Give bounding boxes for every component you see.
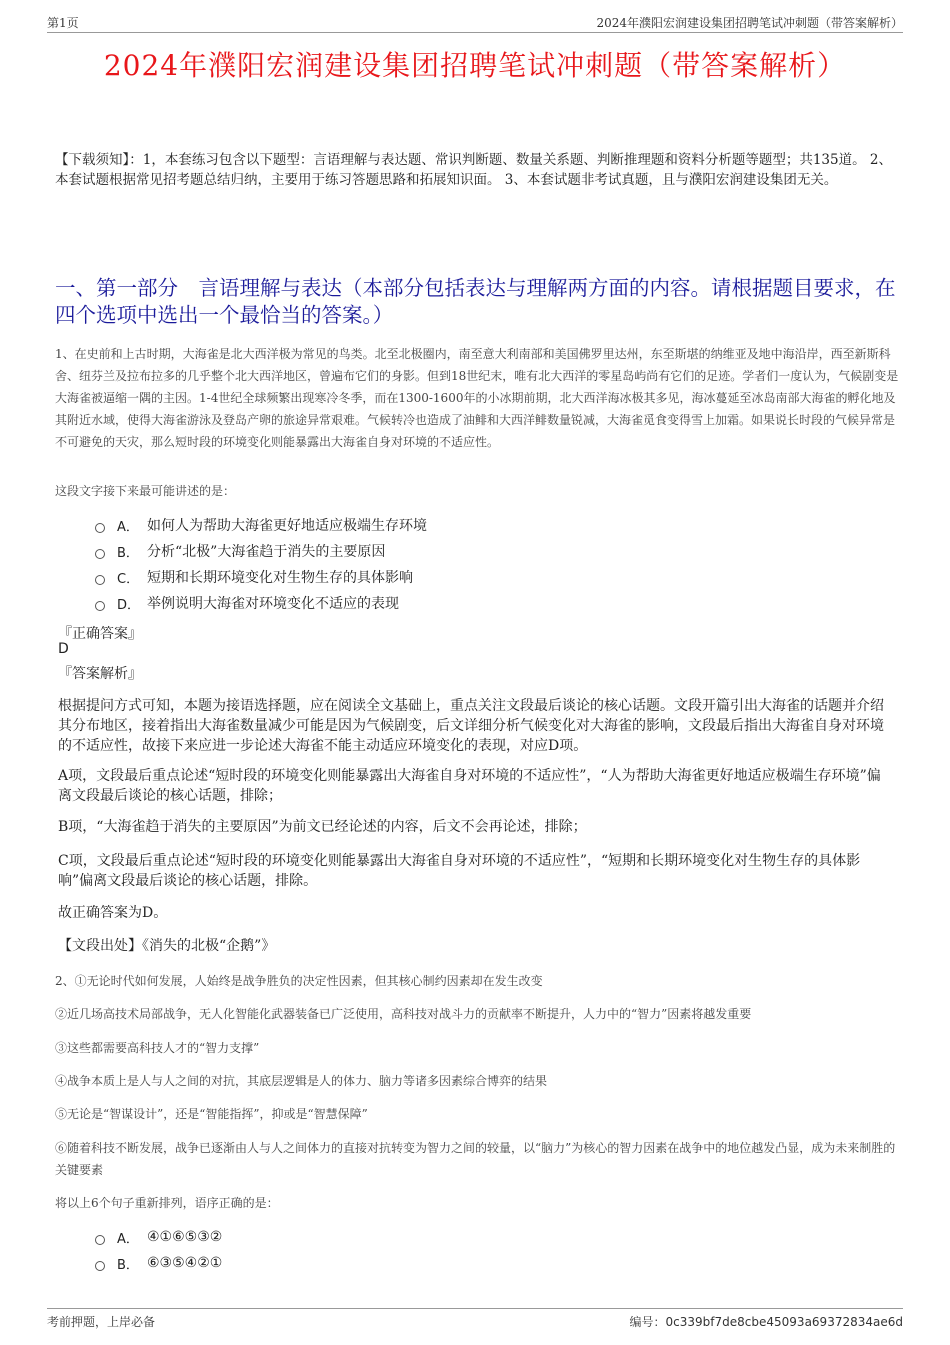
- analysis-paragraph: A项，文段最后重点论述“短时段的环境变化则能暴露出大海雀自身对环境的不适应性”，“人为帮助大海雀更好地适应极端生存环境”偏离文段最后谈论的核心话题，排除；: [58, 768, 881, 804]
- option-letter: B．: [117, 545, 139, 561]
- footer-slogan: 考前押题，上岸必备: [47, 1315, 156, 1329]
- page-title: 2024年濮阳宏润建设集团招聘笔试冲刺题（带答案解析）: [103, 49, 847, 82]
- analysis-paragraph: B项，“大海雀趋于消失的主要原因”为前文已经论述的内容，后文不会再论述，排除；: [58, 819, 587, 835]
- document-id: 编号：0c339bf7de8cbe45093a69372834ae6d: [629, 1315, 903, 1329]
- section-heading: 一、第一部分 言语理解与表达（本部分包括表达与理解两方面的内容。请根据题目要求，在四个选项中选出一个最恰当的答案。）: [55, 276, 896, 327]
- radio-icon[interactable]: [95, 1261, 105, 1271]
- radio-icon[interactable]: [95, 549, 105, 559]
- question-2-sentence: ⑥随着科技不断发展，战争已逐渐由人与人之间体力的直接对抗转变为智力之间的较量，以“脑力”为核心的智力因素在战争中的地位越发凸显，成为未来制胜的关键要素: [55, 1141, 896, 1177]
- option-letter: C．: [117, 571, 140, 587]
- correct-answer-label: 『正确答案』: [58, 626, 142, 642]
- analysis-paragraph: 根据提问方式可知，本题为接语选择题，应在阅读全文基础上，重点关注文段最后谈论的核心话题。文段开篇引出大海雀的话题并介绍其分布地区，接着指出大海雀数量减少可能是因为气候剧变，后文详细分析气候变化对大海雀的影响，文段最后指出大海雀自身对环境的不适应性，故接下来应进一步论述大海雀不能主动适应环境变化的表现，对应D项。: [58, 698, 884, 754]
- option-letter: A．: [117, 1231, 139, 1247]
- analysis-paragraph: 故正确答案为D。: [58, 905, 168, 921]
- option-text: ⑥③⑤④②①: [147, 1255, 223, 1271]
- option-text: ④①⑥⑤③②: [147, 1229, 223, 1245]
- page-number: 第1页: [47, 16, 79, 30]
- option-text: 如何人为帮助大海雀更好地适应极端生存环境: [147, 518, 427, 534]
- option-b[interactable]: [95, 538, 427, 564]
- question-2-prompt: 将以上6个句子重新排列，语序正确的是：: [55, 1196, 279, 1210]
- option-d[interactable]: [95, 590, 427, 616]
- option-letter: D．: [117, 597, 141, 613]
- question-2-options: [95, 1224, 222, 1276]
- option-b[interactable]: [95, 1250, 222, 1276]
- option-a[interactable]: [95, 512, 427, 538]
- radio-icon[interactable]: [95, 1235, 105, 1245]
- question-1-prompt: 这段文字接下来最可能讲述的是：: [55, 484, 236, 498]
- option-a[interactable]: [95, 1224, 222, 1250]
- source-citation: 【文段出处】《消失的北极“企鹅”》: [58, 938, 276, 954]
- question-2-sentence: ⑤无论是“智谋设计”，还是“智能指挥”，抑或是“智慧保障”: [55, 1107, 368, 1121]
- option-letter: B．: [117, 1257, 139, 1273]
- page-header: [47, 14, 903, 33]
- question-2-sentence: ④战争本质上是人与人之间的对抗，其底层逻辑是人的体力、脑力等诸多因素综合博弈的结果: [55, 1074, 548, 1088]
- option-text: 短期和长期环境变化对生物生存的具体影响: [147, 570, 413, 586]
- header-doc-title: 2024年濮阳宏润建设集团招聘笔试冲刺题（带答案解析）: [596, 16, 903, 30]
- question-2-sentence: 2、①无论时代如何发展，人始终是战争胜负的决定性因素，但其核心制约因素却在发生改变: [55, 974, 543, 988]
- option-c[interactable]: [95, 564, 427, 590]
- analysis-paragraph: C项，文段最后重点论述“短时段的环境变化则能暴露出大海雀自身对环境的不适应性”，“短期和长期环境变化对生物生存的具体影响”偏离文段最后谈论的核心话题，排除。: [58, 853, 861, 889]
- analysis-label: 『答案解析』: [58, 666, 142, 682]
- page-footer: [47, 1308, 903, 1335]
- radio-icon[interactable]: [95, 575, 105, 585]
- option-letter: A．: [117, 519, 139, 535]
- option-text: 举例说明大海雀对环境变化不适应的表现: [147, 596, 399, 612]
- question-1-text: 1、在史前和上古时期，大海雀是北大西洋极为常见的鸟类。北至北极圈内，南至意大利南部和美国佛罗里达州，东至斯堪的纳维亚及地中海沿岸，西至新斯科舍、纽芬兰及拉布拉多的几乎整个北大西洋地区，曾遍布它们的身影。但到18世纪末，唯有北大西洋的零星岛屿尚有它们的足迹。学者们一度认为，气候剧变是大海雀被逼缩一隅的主因。1-4世纪全球频繁出现寒冷冬季，而在1300-1600年的小冰期前期，北大西洋海冰极其多见，海冰蔓延至冰岛南部大海雀的孵化地及其附近水域，使得大海雀游泳及登岛产卵的旅途异常艰难。气候转冷也造成了油鲱和大西洋鲱数量锐减，大海雀觅食变得雪上加霜。如果说长时段的气候异常是不可避免的天灾，那么短时段的环境变化则能暴露出大海雀自身对环境的不适应性。: [55, 347, 899, 449]
- question-2-sentence: ③这些都需要高科技人才的“智力支撑”: [55, 1041, 260, 1055]
- question-1-options: [95, 512, 427, 616]
- question-2-sentence: ②近几场高技术局部战争，无人化智能化武器装备已广泛使用，高科技对战斗力的贡献率不断提升，人力中的“智力”因素将越发重要: [55, 1007, 752, 1021]
- radio-icon[interactable]: [95, 601, 105, 611]
- option-text: 分析“北极”大海雀趋于消失的主要原因: [147, 544, 386, 560]
- correct-answer: D: [58, 641, 69, 657]
- radio-icon[interactable]: [95, 523, 105, 533]
- download-notice: 【下载须知】：1，本套练习包含以下题型：言语理解与表达题、常识判断题、数量关系题、判断推理题和资料分析题等题型；共135道。 2、本套试题根据常见招考题总结归纳，主要用于练习答题思路和拓展知识面。 3、本套试题非考试真题，且与濮阳宏润建设集团无关。: [55, 152, 892, 188]
